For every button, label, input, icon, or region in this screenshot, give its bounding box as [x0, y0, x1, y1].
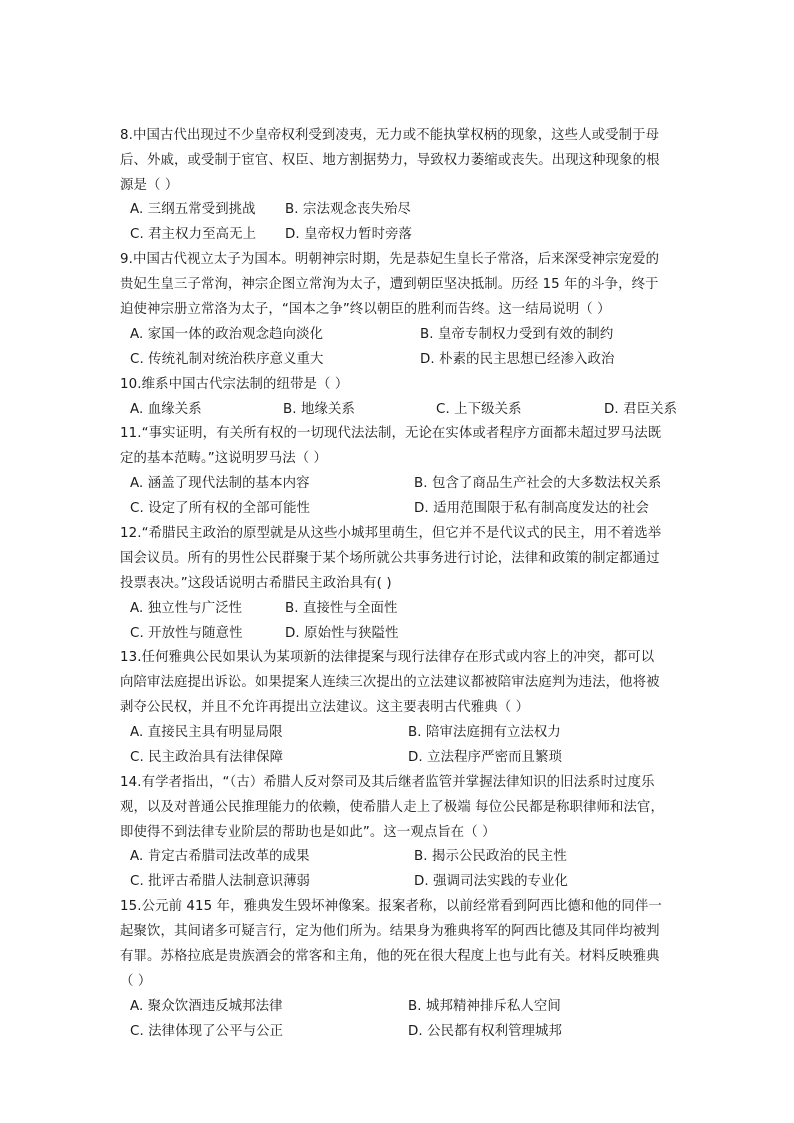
question-stem-line: 投票表决。”这段话说明古希腊民主政治具有( ): [120, 576, 392, 591]
question-stem-line: 国会议员。所有的男性公民群聚于某个场所就公共事务进行讨论，法律和政策的制定都通过: [120, 551, 660, 566]
answer-option: B. 揭示公民政治的民主性: [414, 849, 567, 864]
answer-option: A. 血缘关系: [130, 402, 202, 417]
answer-option: A. 独立性与广泛性: [130, 601, 243, 616]
answer-option: C. 法律体现了公平与公正: [130, 1024, 284, 1039]
question-stem-line: 11.“事实证明，有关所有权的一切现代法法制，无论在实体或者程序方面都未超过罗马法既: [120, 426, 662, 441]
answer-option: B. 包含了商品生产社会的大多数法权关系: [414, 476, 662, 491]
answer-option: D. 朴素的民主思想已经渗入政治: [420, 352, 615, 367]
question-stem-line: 13.任何雅典公民如果认为某项新的法律提案与现行法律存在形式或内容上的冲突，都可以: [120, 650, 655, 665]
question-stem-line: 9.中国古代视立太子为国本。明朝神宗时期，先是恭妃生皇长子常洛，后来深受神宗宠爱的: [120, 252, 660, 267]
answer-option: A. 家国一体的政治观念趋向淡化: [130, 327, 324, 342]
question-stem-line: 起聚饮，其间诸多可疑言行，定为他们所为。结果身为雅典将军的阿西比德及其同伴均被判: [120, 924, 660, 939]
question-stem-line: 剥夺公民权，并且不允许再提出立法建议。这主要表明古代雅典（ ）: [120, 700, 530, 715]
question-stem-line: 12.“希腊民主政治的原型就是从这些小城邦里萌生，但它并不是代议式的民主，用不着选举: [120, 526, 662, 541]
question-stem-line: 迫使神宗册立常洛为太子，“国本之争”终以朝臣的胜利而告终。这一结局说明（ ）: [120, 302, 611, 317]
answer-option: B. 皇帝专制权力受到有效的制约: [420, 327, 614, 342]
answer-option: D. 适用范围限于私有制高度发达的社会: [414, 501, 649, 516]
question-stem-line: 8.中国古代出现过不少皇帝权利受到凌夷，无力或不能执掌权柄的现象，这些人或受制于母: [120, 128, 660, 143]
question-stem-line: 源是（ ）: [120, 178, 179, 193]
question-stem-line: 后、外戚，或受制于宦官、权臣、地方割据势力，导致权力萎缩或丧失。出现这种现象的根: [120, 153, 660, 168]
answer-option: D. 皇帝权力暂时旁落: [285, 227, 413, 242]
answer-option: B. 陪审法庭拥有立法权力: [408, 725, 561, 740]
answer-option: D. 原始性与狭隘性: [285, 626, 399, 641]
answer-option: C. 君主权力至高无上: [130, 227, 257, 242]
question-stem-line: 10.维系中国古代宗法制的纽带是（ ）: [120, 377, 349, 392]
answer-option: B. 城邦精神排斥私人空间: [408, 999, 561, 1014]
answer-option: C. 民主政治具有法律保障: [130, 750, 284, 765]
answer-option: A. 直接民主具有明显局限: [130, 725, 283, 740]
question-stem-line: 14.有学者指出，“（古）希腊人反对祭司及其后继者监管并掌握法律知识的旧法系时过度乐: [120, 775, 655, 790]
answer-option: C. 设定了所有权的全部可能性: [130, 501, 311, 516]
answer-option: C. 开放性与随意性: [130, 626, 243, 641]
answer-option: D. 君臣关系: [604, 402, 678, 417]
answer-option: B. 直接性与全面性: [285, 601, 398, 616]
question-stem-line: 向陪审法庭提出诉讼。如果提案人连续三次提出的立法建议都被陪审法庭判为违法，他将被: [120, 675, 660, 690]
question-stem-line: （ ）: [120, 974, 152, 989]
answer-option: D. 公民都有权利管理城邦: [408, 1024, 563, 1039]
answer-option: A. 三纲五常受到挑战: [130, 202, 256, 217]
answer-option: A. 涵盖了现代法制的基本内容: [130, 476, 310, 491]
answer-option: A. 肯定古希腊司法改革的成果: [130, 849, 310, 864]
answer-option: A. 聚众饮酒违反城邦法律: [130, 999, 283, 1014]
question-stem-line: 观，以及对普通公民推理能力的依赖，使希腊人走上了极端 每位公民都是称职律师和法官，: [120, 800, 664, 815]
question-stem-line: 有罪。苏格拉底是贵族酒会的常客和主角，他的死在很大程度上也与此有关。材料反映雅典: [120, 949, 660, 964]
answer-option: C. 批评古希腊人法制意识薄弱: [130, 874, 311, 889]
answer-option: C. 上下级关系: [436, 402, 522, 417]
question-stem-line: 即使得不到法律专业阶层的帮助也是如此”。这一观点旨在（ ）: [120, 825, 496, 840]
answer-option: C. 传统礼制对统治秩序意义重大: [130, 352, 324, 367]
answer-option: D. 强调司法实践的专业化: [414, 874, 569, 889]
question-stem-line: 贵妃生皇三子常洵，神宗企图立常洵为太子，遭到朝臣坚决抵制。历经 15 年的斗争，终于: [120, 277, 659, 292]
answer-option: B. 宗法观念丧失殆尽: [285, 202, 411, 217]
answer-option: D. 立法程序严密而且繁琐: [408, 750, 563, 765]
answer-option: B. 地缘关系: [283, 402, 355, 417]
question-stem-line: 定的基本范畴。”这说明罗马法（ ）: [120, 451, 328, 466]
question-stem-line: 15.公元前 415 年，雅典发生毁坏神像案。报案者称，以前经常看到阿西比德和他的同伴一: [120, 899, 662, 914]
